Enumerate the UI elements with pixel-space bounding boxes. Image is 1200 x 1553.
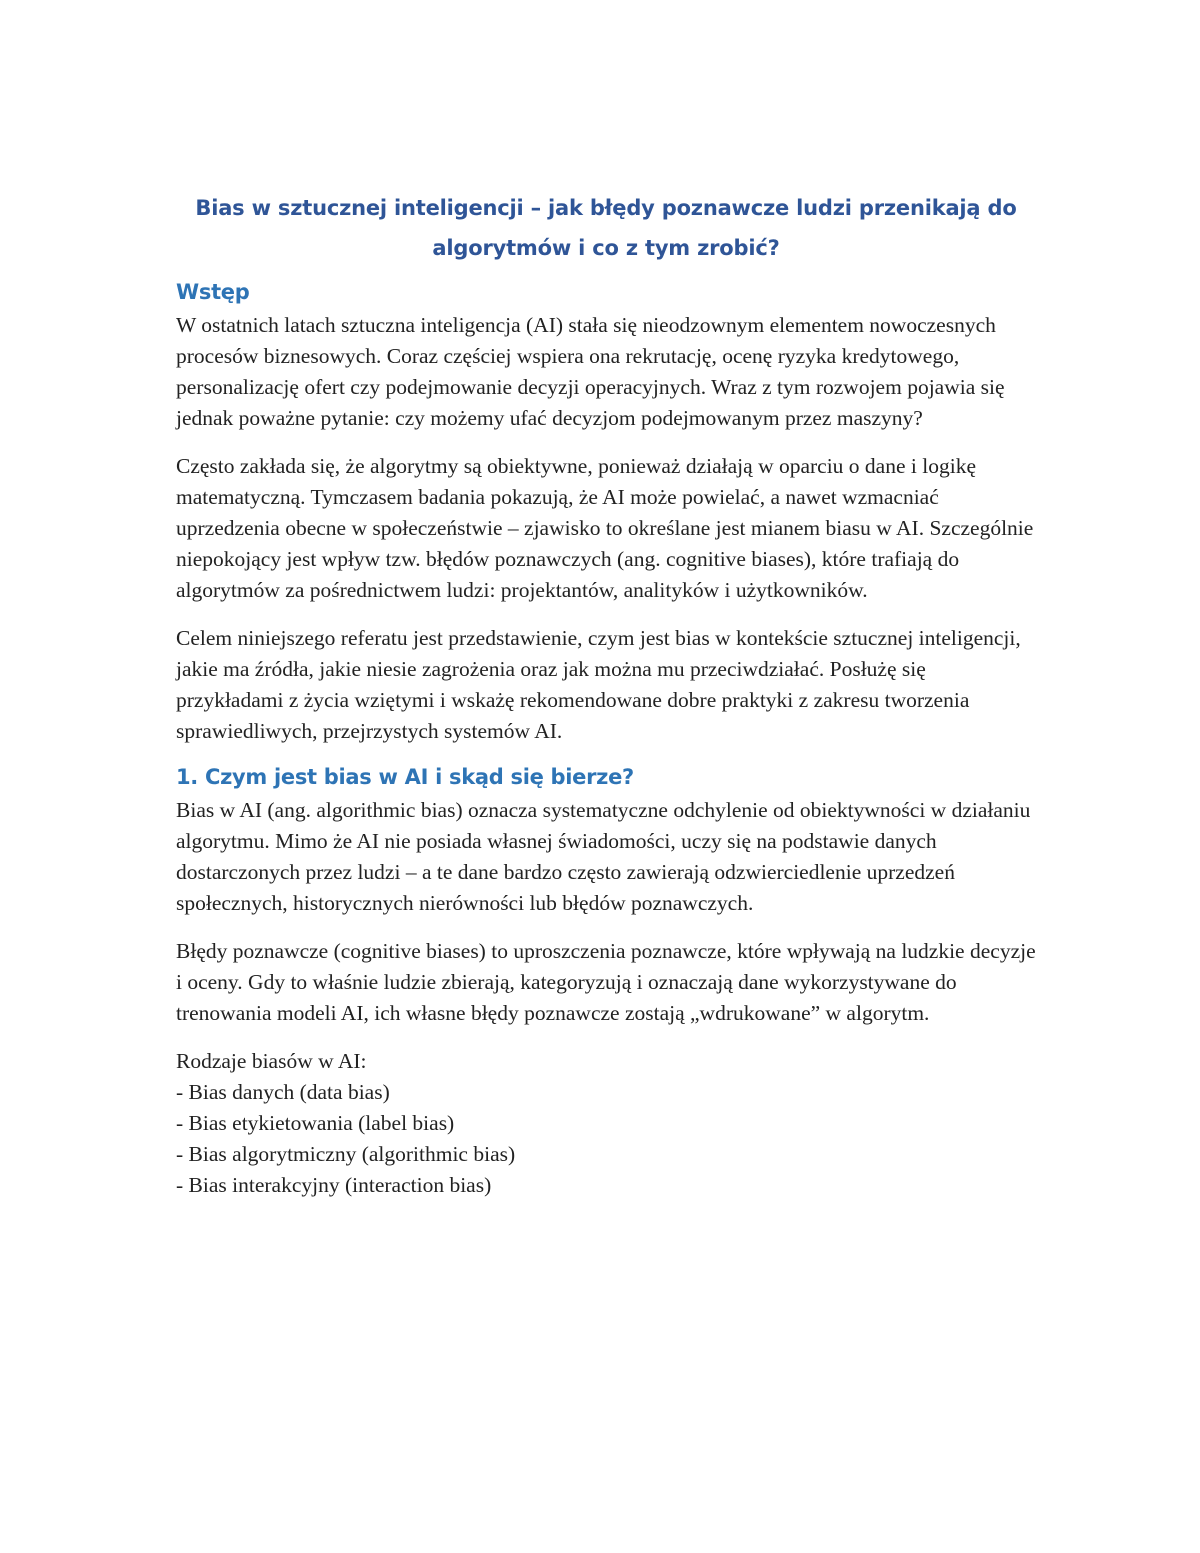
heading-intro: Wstęp — [176, 280, 250, 304]
list-item: - Bias danych (data bias) — [176, 1077, 1036, 1108]
document-body — [176, 188, 1036, 1201]
paragraph-intro-1: W ostatnich latach sztuczna inteligencja (AI) stała się nieodzownym elementem nowoczesnych procesów biznesowych. Coraz częściej wspiera ona rekrutację, ocenę ryzyka kredytowego, personalizację ofert czy podejmowanie decyzji operacyjnych. Wraz z tym rozwojem pojawia się jednak poważne pytanie: czy możemy ufać decyzjom podejmowanym przez maszyny? — [176, 313, 1005, 430]
list-intro: Rodzaje biasów w AI: — [176, 1049, 367, 1073]
paragraph-intro-2: Często zakłada się, że algorytmy są obiektywne, ponieważ działają w oparciu o dane i logikę matematyczną. Tymczasem badania pokazują, że AI może powielać, a nawet wzmacniać uprzedzenia obecne w społeczeństwie – zjawisko to określane jest mianem biasu w AI. Szczególnie niepokojący jest wpływ tzw. błędów poznawczych (ang. cognitive biases), które trafiają do algorytmów za pośrednictwem ludzi: projektantów, analityków i użytkowników. — [176, 454, 1034, 602]
bias-types-list — [176, 1077, 1036, 1201]
paragraph-intro-3: Celem niniejszego referatu jest przedstawienie, czym jest bias w kontekście sztucznej inteligencji, jakie ma źródła, jakie niesie zagrożenia oraz jak można mu przeciwdziałać. Posłużę się przykładami z życia wziętymi i wskażę rekomendowane dobre praktyki z zakresu tworzenia sprawiedliwych, przejrzystych systemów AI. — [176, 626, 1021, 743]
list-item: - Bias etykietowania (label bias) — [176, 1108, 1036, 1139]
heading-section-1: 1. Czym jest bias w AI i skąd się bierze? — [176, 765, 634, 789]
document-title: Bias w sztucznej inteligencji – jak błędy poznawcze ludzi przenikają do algorytmów i co z tym zrobić? — [195, 196, 1017, 260]
paragraph-s1-1: Bias w AI (ang. algorithmic bias) oznacza systematyczne odchylenie od obiektywności w działaniu algorytmu. Mimo że AI nie posiada własnej świadomości, uczy się na podstawie danych dostarczonych przez ludzi – a te dane bardzo często zawierają odzwierciedlenie uprzedzeń społecznych, historycznych nierówności lub błędów poznawczych. — [176, 798, 1031, 915]
list-item: - Bias interakcyjny (interaction bias) — [176, 1170, 1036, 1201]
paragraph-s1-2: Błędy poznawcze (cognitive biases) to uproszczenia poznawcze, które wpływają na ludzkie decyzje i oceny. Gdy to właśnie ludzie zbierają, kategoryzują i oznaczają dane wykorzystywane do trenowania modeli AI, ich własne błędy poznawcze zostają „wdrukowane” w algorytm. — [176, 939, 1036, 1025]
list-item: - Bias algorytmiczny (algorithmic bias) — [176, 1139, 1036, 1170]
